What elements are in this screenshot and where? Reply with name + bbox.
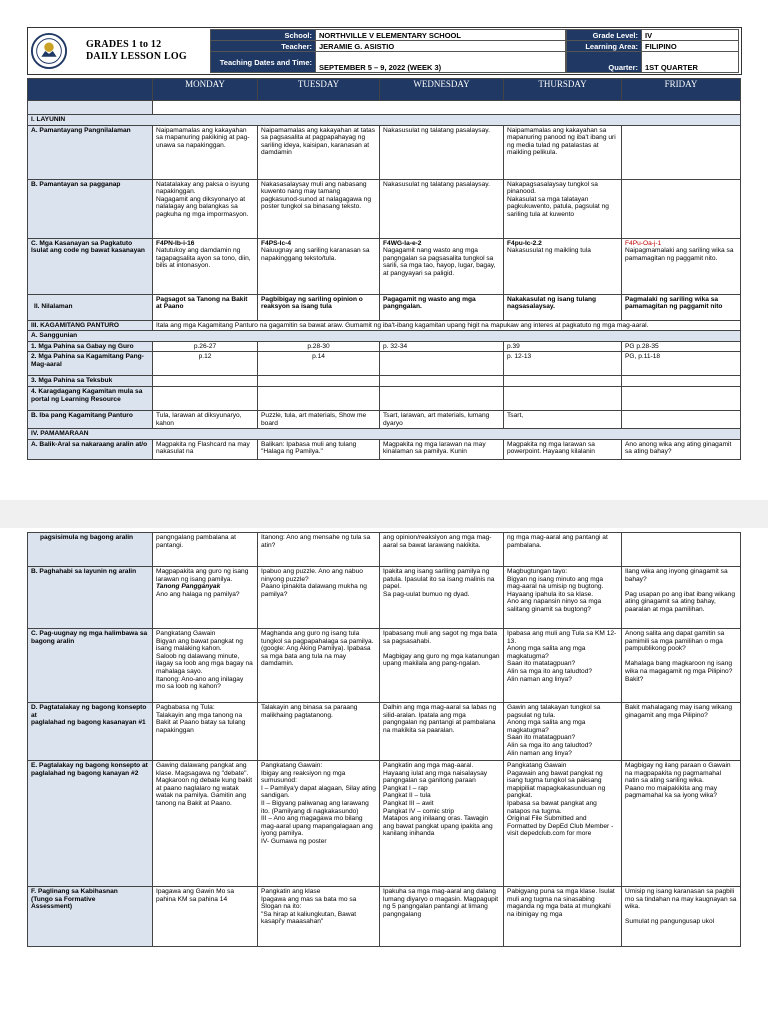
day-header-friday: FRIDAY bbox=[622, 79, 741, 101]
brand-line-grades: GRADES 1 to 12 bbox=[86, 39, 162, 50]
cell-friday bbox=[622, 125, 741, 179]
row-label: A. Balik-Aral sa nakaraang aralin at/o bbox=[28, 439, 153, 459]
cell-monday: Magpakita ng Flashcard na may nakasulat na bbox=[153, 439, 258, 459]
grade-label: Grade Level: bbox=[567, 30, 642, 41]
cell-monday: Natatalakay ang paksa o isyung napakinggan. Nagagamit ang diksyonaryo at nalalagay ang balangkas sa pagkuha ng mga impormasyon. bbox=[153, 179, 258, 238]
cell-monday: Pangkatang Gawain Bigyan ang bawat pangkat ng isang malaking kahon. Saloob ng dalawang minute, ilagay sa loob ang mga bagay na mahalaga sayo. Itanong: Ano-ano ang inilagay mo sa loob ng kahon? bbox=[153, 629, 258, 703]
log-brand bbox=[86, 39, 187, 63]
dates-value: SEPTEMBER 5 – 9, 2022 (WEEK 3) bbox=[316, 52, 566, 73]
cell-friday: Ano anong wika ang ating ginagamit sa ating bahay? bbox=[622, 439, 741, 459]
grade-value: IV bbox=[642, 30, 739, 41]
cell-wednesday: Nakasusulat ng talatang pasalaysay. bbox=[380, 125, 504, 179]
kagamitan-note: Itala ang mga Kagamitang Panturo na gagamitin sa bawat araw. Gumamit ng iba't-ibang kagamitan upang higit na mapukaw ang interes at pagkatuto ng mga mag-aaral. bbox=[153, 320, 741, 331]
table-row bbox=[28, 386, 741, 410]
teacher-value: JERAMIE G. ASISTIO bbox=[316, 41, 566, 52]
cell-wednesday: Dalhin ang mga mag-aaral sa labas ng silid-aralan. Ipatala ang mga pangngalan ng pantangi at pambalana na makikita sa paaralan. bbox=[380, 703, 504, 761]
cell-monday bbox=[153, 567, 258, 629]
row-label: 4. Karagdagang Kagamitan mula sa portal ng Learning Resource bbox=[28, 386, 153, 410]
school-label: School: bbox=[211, 30, 316, 41]
row-label: 1. Mga Pahina sa Gabay ng Guro bbox=[28, 341, 153, 352]
cell-monday: Naipamamalas ang kakayahan sa mapanuring pakikinig at pag-unawa sa napakinggan. bbox=[153, 125, 258, 179]
cell-wednesday: Ipakuha sa mga mag-aaral ang dalang lumang diyaryo o magasin. Magpagupit ng 5 pangngalan pantangi at limang pangngalang bbox=[380, 887, 504, 947]
dates-label: Teaching Dates and Time: bbox=[211, 52, 316, 73]
table-row bbox=[28, 439, 741, 459]
cell-tuesday: Nakasasalaysay muli ang nabasang kuwento nang may tamang pagkasunod-sunod at nalagagawa ng poster tungkol sa binasang teksto. bbox=[258, 179, 380, 238]
cell-wednesday bbox=[380, 238, 504, 294]
row-label: C. Pag-uugnay ng mga halimbawa sa bagong aralin bbox=[28, 629, 153, 703]
cell-wednesday: Pagagamit ng wasto ang mga pangngalan. bbox=[380, 294, 504, 320]
cell-tuesday: Balikan: Ipabasa muli ang tulang "Halaga ng Pamilya." bbox=[258, 439, 380, 459]
cell-monday: Pagsagot sa Tanong na Bakit at Paano bbox=[153, 294, 258, 320]
table-row bbox=[28, 294, 741, 320]
area-label: Learning Area: bbox=[567, 41, 642, 52]
row-label: B. Paghahabi sa layunin ng aralin bbox=[28, 567, 153, 629]
cell-thursday: Pabigyang puna sa mga klase. Isulat muli ang tugma na sinasabing maganda ng mga bata at mungkahi na ibinigay ng mga bbox=[504, 887, 622, 947]
table-row bbox=[28, 629, 741, 703]
text-monday: Magpapakita ang guro ng isang larawan ng isang pamilya. bbox=[156, 568, 249, 583]
cell-tuesday: Maghanda ang guro ng isang tula tungkol sa pagpapahalaga sa pamilya. (google: Ang Aking Pamilya). Ipabasa sa mga bata ang tula na may damdamin. bbox=[258, 629, 380, 703]
cell-friday bbox=[622, 238, 741, 294]
spacer-row bbox=[28, 101, 741, 115]
log-header bbox=[27, 27, 742, 75]
cell-monday: p.26-27 bbox=[153, 341, 258, 352]
table-row bbox=[28, 125, 741, 179]
cell-monday bbox=[153, 238, 258, 294]
cell-tuesday: p.14 bbox=[258, 352, 380, 376]
code-tuesday: F4PS-Ic-4 bbox=[261, 239, 292, 247]
deped-seal-icon bbox=[30, 32, 68, 70]
cell-monday: p.12 bbox=[153, 352, 258, 376]
table-row bbox=[28, 238, 741, 294]
cell-thursday: Tsart, bbox=[504, 410, 622, 428]
row-label: II. Nilalaman bbox=[28, 294, 153, 320]
day-header-thursday: THURSDAY bbox=[504, 79, 622, 101]
text-thursday: Nakasusulat ng maikling tula bbox=[507, 247, 591, 255]
cell-monday: Tula, larawan at diksyunaryo, kahon bbox=[153, 410, 258, 428]
code-thursday: F4pu-Ic-2.2 bbox=[507, 239, 542, 247]
table-row bbox=[28, 567, 741, 629]
table-row bbox=[28, 179, 741, 238]
text-tuesday: Naiuugnay ang sariling karanasan sa napakinggang teksto/tula. bbox=[261, 247, 370, 262]
cell-wednesday: Ipabasang muli ang sagot ng mga bata sa pagsasahabi. Magbigay ang guro ng mga katanungan upang makilala ang pang-ngalan. bbox=[380, 629, 504, 703]
table-row bbox=[28, 352, 741, 376]
cell-thursday: Magpakita ng mga larawan sa powerpoint. Hayaang kilalanin bbox=[504, 439, 622, 459]
lesson-table-page-1 bbox=[27, 78, 741, 460]
cell-friday bbox=[622, 533, 741, 567]
tanong-title: Tanong Panggányak bbox=[156, 583, 221, 591]
cell-monday: Ipagawa ang Gawin Mo sa pahina KM sa pahina 14 bbox=[153, 887, 258, 947]
header-info-left bbox=[210, 29, 566, 73]
cell-tuesday: Ipabuo ang puzzle. Ano ang nabuo ninyong puzzle? Paano ipinakita dalawang mukha ng pamilya? bbox=[258, 567, 380, 629]
row-label: 2. Mga Pahina sa Kagamitang Pang- Mag-aaral bbox=[28, 352, 153, 376]
lesson-table-page-2 bbox=[27, 532, 741, 947]
text-monday-question: Ano ang halaga ng pamilya? bbox=[156, 590, 240, 598]
row-label: B. Pamantayan sa pagganap bbox=[28, 179, 153, 238]
table-row bbox=[28, 533, 741, 567]
text-wednesday: Nagagamit nang wasto ang mga pangngalan sa pagsasalita tungkol sa sarili, sa mga tao, hayop, lugar, bagay, at pangyayari sa paligid. bbox=[383, 247, 496, 277]
cell-wednesday: Ipakita ang isang sariling pamilya ng patula. Ipasulat ito sa isang malinis na papel. Sa pag-uulat bumuo ng dyad. bbox=[380, 567, 504, 629]
cell-thursday: Nakapagsasalaysay tungkol sa pinanood. Nakasulat sa mga talatayan pagkukuwento, patula, pagsulat ng sariling tula at kuwento bbox=[504, 179, 622, 238]
cell-monday: Gawing dalawang pangkat ang klase. Magsagawa ng "debate". Magkaroon ng debate kung bakit at paano naglalaro ng watak watak na pamilya. Gamitin ang tanong na Bakit at Paano. bbox=[153, 761, 258, 887]
section-layunin: I. LAYUNIN bbox=[28, 115, 741, 126]
day-header-row bbox=[28, 79, 741, 101]
cell-friday: PG, p.11-18 bbox=[622, 352, 741, 376]
table-row bbox=[28, 887, 741, 947]
cell-monday: pangngalang pambalana at pantangi. bbox=[153, 533, 258, 567]
section-sanggunian: A. Sanggunian bbox=[28, 331, 741, 342]
row-label: D. Pagtatalakay ng bagong konsepto at paglalahad ng bagong kasanayan #1 bbox=[28, 703, 153, 761]
cell-tuesday: Puzzle, tula, art materials, Show me board bbox=[258, 410, 380, 428]
cell-tuesday: Pangkatin ang klase Ipagawa ang mas sa bata mo sa Slogan na ito: "Sa hirap at kaliungkutan, Bawat kasapi'y maaasahan" bbox=[258, 887, 380, 947]
day-header-tuesday: TUESDAY bbox=[258, 79, 380, 101]
teacher-label: Teacher: bbox=[211, 41, 316, 52]
cell-tuesday bbox=[258, 238, 380, 294]
lesson-log-page-1 bbox=[0, 0, 768, 500]
cell-friday: Anong salita ang dapat gamitin sa pamimili sa mga pamilihan o mga pampublikong pook? Mahalaga bang magkaroon ng isang wika na magagamit ng mga Pilipino? Bakit? bbox=[622, 629, 741, 703]
cell-friday: PG p.28-35 bbox=[622, 341, 741, 352]
section-pamamaraan: IV. PAMAMARAAN bbox=[28, 429, 741, 440]
code-friday: F4Pu-Oa-j-1 bbox=[625, 239, 662, 247]
lesson-log-page-2 bbox=[0, 528, 768, 1024]
cell-thursday: p.39 bbox=[504, 341, 622, 352]
cell-friday: Ilang wika ang inyong ginagamit sa bahay? Pag usapan po ang ibat ibang wikang ating ginagamit sa ating bahay, paaralan at mga pamilihan. bbox=[622, 567, 741, 629]
cell-thursday: Magbugtungan tayo: Bigyan ng isang minuto ang mga mag-aaral na umisip ng bugtong. Hayaang ipahula ito sa klase. Ano ang napansin ninyo sa mga salitang ginamit sa bugtong? bbox=[504, 567, 622, 629]
cell-tuesday: p.28-30 bbox=[258, 341, 380, 352]
cell-wednesday: Tsart, larawan, art materials, lumang dyaryo bbox=[380, 410, 504, 428]
row-label: C. Mga Kasanayan sa Pagkatuto Isulat ang code ng bawat kasanayan bbox=[28, 238, 153, 294]
cell-thursday: Ipabasa ang muli ang Tula sa KM 12-13. Anong mga salita ang mga magkatugma? Saan ito matatagpuan? Alin sa mga ito ang taludtod? Alin naman ang linya? bbox=[504, 629, 622, 703]
cell-wednesday: Magpakita ng mga larawan na may kinalaman sa pamilya. Kunin bbox=[380, 439, 504, 459]
cell-wednesday bbox=[380, 352, 504, 376]
row-label: E. Pagtalakay ng bagong konsepto at paglalahad ng bagong kanayan #2 bbox=[28, 761, 153, 887]
table-row bbox=[28, 761, 741, 887]
school-value: NORTHVILLE V ELEMENTARY SCHOOL bbox=[316, 30, 566, 41]
cell-wednesday: p. 32-34 bbox=[380, 341, 504, 352]
code-monday: F4PN-Ib-i-16 bbox=[156, 239, 195, 247]
cell-tuesday: Pangkatang Gawain: Ibigay ang reaksiyon ng mga sumusunod: I – Pamilya'y dapat alagaan, Silay ating sandigan. II – Bigyang paliwanag ang larawang ito. (Pamilyang di nagkakasundo) III – Ano ang magagawa mo bilang mag-aaral upang mapangalagaan ang iyong pamilya. IV- Gumawa ng poster bbox=[258, 761, 380, 887]
cell-friday bbox=[622, 410, 741, 428]
table-row bbox=[28, 376, 741, 387]
cell-thursday: Gawin ang talakayan tungkol sa pagsulat ng tula. Anong mga salita ang mga magkatugma? Saan ito matatagpuan? Alin sa mga ito ang taludtod? Alin naman ang linya? bbox=[504, 703, 622, 761]
table-row bbox=[28, 410, 741, 428]
cell-friday: Bakit mahalagang may isang wikang ginagamit ang mga Pilipino? bbox=[622, 703, 741, 761]
cell-thursday: Pangkatang Gawain Pagawain ang bawat pangkat ng isang tugma tungkol sa paksang mapipiliat mapagkakasunduan ng pangkat. Ipabasa sa bawat pangkat ang natapos na tugma. Original File Submitted and Formatted by DepEd Club Member - visit depedclub.com for more bbox=[504, 761, 622, 887]
row-label: A. Pamantayang Pangnilalaman bbox=[28, 125, 153, 179]
cell-tuesday: Naipamamalas ang kakayahan at tatas sa pagsasalita at pagpapahayag ng sariling ideya, kaisipan, karanasan at damdamin bbox=[258, 125, 380, 179]
table-row bbox=[28, 703, 741, 761]
day-header-blank bbox=[28, 79, 153, 101]
cell-tuesday: Pagbibigay ng sariling opinion o reaksyon sa isang tula bbox=[258, 294, 380, 320]
cell-friday: Pagmalaki ng sariling wika sa pamamagitan ng paggamit nito bbox=[622, 294, 741, 320]
text-friday: Naipagmamalaki ang sariling wika sa pamamagitan ng paggamit nito. bbox=[625, 247, 734, 262]
cell-thursday bbox=[504, 238, 622, 294]
brand-line-dll: DAILY LESSON LOG bbox=[86, 51, 187, 62]
cell-wednesday: Pangkatin ang mga mag-aaral. Hayaang iulat ang mga naisalaysay pangngalan sa ganitong paraan Pangkat I – rap Pangkat II – tula Pangkat III – awit Pangkat IV – comic strip Matapos ang inilaang oras. Tawagin ang bawat pangkat upang ipakita ang kanilang inihanda bbox=[380, 761, 504, 887]
cell-monday: Pagbabasa ng Tula: Talakayin ang mga tanong na Bakit at Paano batay sa tulang napakinggan bbox=[153, 703, 258, 761]
table-row bbox=[28, 341, 741, 352]
header-info-right bbox=[566, 29, 739, 73]
area-value: FILIPINO bbox=[642, 41, 739, 52]
code-wednesday: F4WG-Ia-e-2 bbox=[383, 239, 422, 247]
cell-tuesday: Itanong: Ano ang mensahe ng tula sa atin? bbox=[258, 533, 380, 567]
cell-thursday: Naipamamalas ang kakayahan sa mapanuring panood ng iba't ibang uri ng media tulad ng patalastas at maikling pelikula. bbox=[504, 125, 622, 179]
row-label: pagsisimula ng bagong aralin bbox=[28, 533, 153, 567]
day-header-monday: MONDAY bbox=[153, 79, 258, 101]
row-label: 3. Mga Pahina sa Teksbuk bbox=[28, 376, 153, 387]
quarter-label: Quarter: bbox=[567, 52, 642, 73]
quarter-value: 1ST QUARTER bbox=[642, 52, 739, 73]
row-label: B. Iba pang Kagamitang Panturo bbox=[28, 410, 153, 428]
cell-wednesday: ang opinion/reaksiyon ang mga mag-aaral sa bawat larawang nakikita. bbox=[380, 533, 504, 567]
cell-friday: Magbigay ng ilang paraan o Gawain na magpapakita ng pagmamahal natin sa ating sariling wika. Paano mo maipakikita ang may pagmamahal ka sa iyong wika? bbox=[622, 761, 741, 887]
day-header-wednesday: WEDNESDAY bbox=[380, 79, 504, 101]
cell-thursday: Nakakasulat ng isang tulang nagsasalaysay. bbox=[504, 294, 622, 320]
cell-tuesday: Talakayin ang binasa sa paraang malikhaing pagtatanong. bbox=[258, 703, 380, 761]
cell-thursday: p. 12-13 bbox=[504, 352, 622, 376]
text-monday: Natutukoy ang damdamin ng tagapagsalita ayon sa tono, diin, bilis at intonasyon. bbox=[156, 247, 251, 270]
section-kagamitan: III. KAGAMITANG PANTURO Itala ang mga Kagamitang Panturo na gagamitin sa bawat araw. Gumamit ng iba't-ibang kagamitan upang higit na mapukaw ang interes at pagkatuto ng mga mag-aaral. bbox=[28, 320, 741, 331]
cell-friday bbox=[622, 179, 741, 238]
cell-thursday: ng mga mag-aaral ang pantangi at pambalana. bbox=[504, 533, 622, 567]
row-label: F. Paglinang sa Kabihasnan (Tungo sa Formative Assessment) bbox=[28, 887, 153, 947]
cell-friday: Umisip ng isang karanasan sa pagbili mo sa tindahan na may kaugnayan sa wika. Sumulat ng pangungusap ukol bbox=[622, 887, 741, 947]
cell-wednesday: Nakasusulat ng talatang pasalaysay. bbox=[380, 179, 504, 238]
